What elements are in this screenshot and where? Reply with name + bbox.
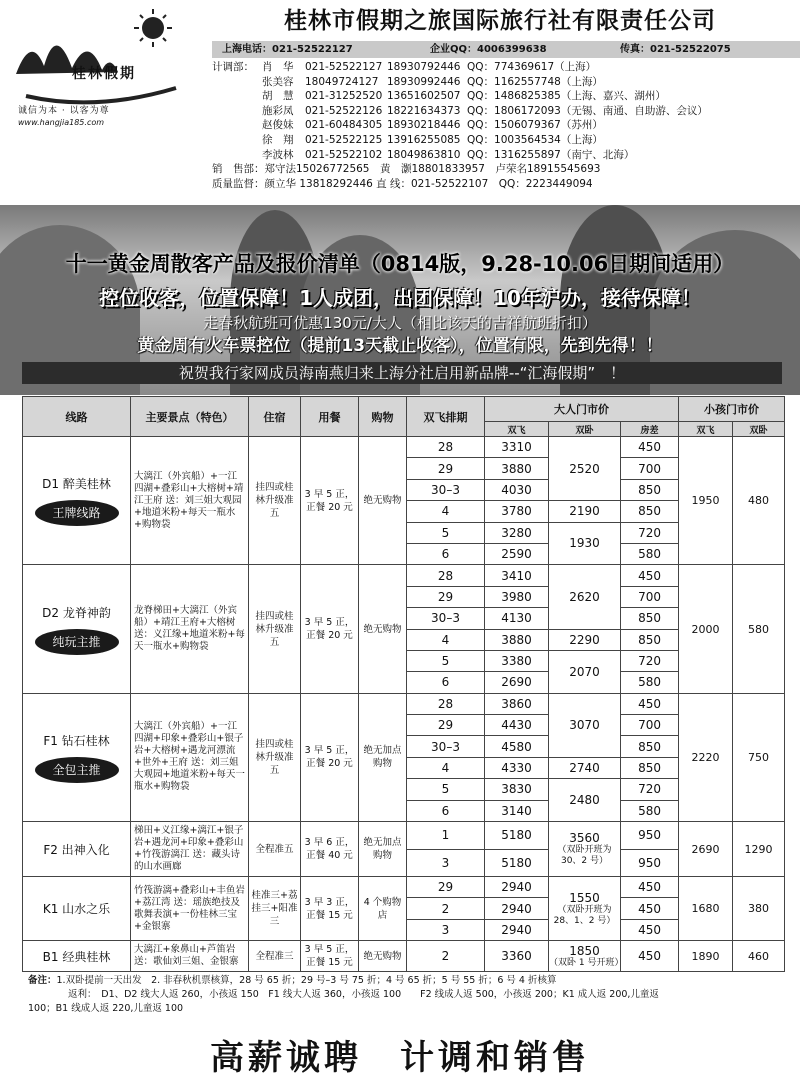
dual-sleeper-price: 1550 [569, 890, 600, 905]
room-diff-price: 450 [621, 693, 679, 714]
schedule-date: 6 [407, 800, 485, 821]
dual-fly-price: 3360 [485, 941, 549, 972]
schedule-date: 6 [407, 543, 485, 564]
schedule-date: 6 [407, 672, 485, 693]
schedule-date: 5 [407, 779, 485, 800]
schedule-date: 28 [407, 693, 485, 714]
route-cell [23, 437, 131, 565]
room-diff-price: 450 [621, 877, 679, 898]
child-sleeper-price: 460 [733, 941, 785, 972]
room-diff-price: 450 [621, 941, 679, 972]
staff-qq: QQ：1162557748（上海） [467, 75, 603, 88]
staff-mobile: 18221634373 [387, 104, 461, 117]
dual-fly-price: 3880 [485, 629, 549, 650]
staff-mobile: 18930218446 [387, 119, 461, 132]
dual-fly-price: 3980 [485, 586, 549, 607]
room-diff-price: 700 [621, 586, 679, 607]
schedule-date: 2 [407, 941, 485, 972]
room-diff-price: 850 [621, 501, 679, 522]
table-row [23, 437, 785, 458]
schedule-date: 4 [407, 629, 485, 650]
room-diff-price: 950 [621, 849, 679, 877]
schedule-date: 29 [407, 715, 485, 736]
staff-role: 计调部： [212, 61, 254, 73]
header-adult-price: 大人门市价 [485, 397, 679, 422]
logo-slogan: 诚信为本 · 以客为尊 [18, 106, 110, 116]
room-diff-price: 450 [621, 919, 679, 940]
sights-cell: 大漓江+象鼻山+芦笛岩 送：歌仙刘三姐、金银寨 [131, 941, 249, 972]
schedule-date: 28 [407, 565, 485, 586]
dual-fly-price: 3830 [485, 779, 549, 800]
schedule-date: 29 [407, 877, 485, 898]
route-badge: 纯玩主推 [35, 629, 119, 655]
dual-sleeper-price: 1850 [569, 943, 600, 958]
staff-phone: 021-60484305 [305, 119, 383, 132]
dual-fly-price: 4580 [485, 736, 549, 757]
route-name: D1 醉美桂林 [42, 477, 111, 492]
schedule-date: 5 [407, 650, 485, 671]
spring-airline-note: 走春秋航班可优惠130元/大人（相比该天的吉祥航班折扣） [203, 314, 597, 332]
staff-phone: 18049724127 [305, 75, 379, 88]
child-fly-price: 2220 [679, 693, 733, 821]
hotel-cell: 全程准五 [249, 822, 301, 877]
header-route: 线路 [23, 397, 131, 437]
schedule-date: 29 [407, 458, 485, 479]
price-table-wrapper [22, 396, 784, 972]
price-table [22, 396, 785, 972]
schedule-date: 30–3 [407, 736, 485, 757]
sub-child-sleeper: 双卧 [733, 422, 785, 437]
route-name: F2 出神入化 [43, 842, 110, 857]
shopping-cell: 4 个购物店 [359, 877, 407, 941]
staff-phone: 021-31252520 [305, 90, 383, 103]
header-sights: 主要景点（特色） [131, 397, 249, 437]
room-diff-price: 720 [621, 522, 679, 543]
dual-fly-price: 4130 [485, 608, 549, 629]
room-diff-price: 450 [621, 565, 679, 586]
company-name: 桂林市假期之旅国际旅行社有限责任公司 [200, 4, 800, 38]
remarks-line-1: 1.双卧提前一天出发 2. 非春秋机票核算，28 号 65 折；29 号–3 号 75 折；4 号 65 折；5 号 55 折；6 号 4 折核算 [56, 975, 557, 986]
sub-dual-sleeper: 双卧 [549, 422, 621, 437]
dual-sleeper-price: 2520 [549, 437, 621, 501]
room-diff-price: 700 [621, 458, 679, 479]
dual-fly-price: 2690 [485, 672, 549, 693]
staff-qq: QQ：1003564534（上海） [467, 133, 603, 146]
meals-cell: 3 早 5 正，正餐 20 元 [301, 693, 359, 821]
quality-line: 质量监督：颜立华 13818292446 直 线：021-52522107 QQ：2223449094 [212, 177, 593, 190]
route-cell [23, 693, 131, 821]
table-row [23, 565, 785, 586]
child-sleeper-price: 1290 [733, 822, 785, 877]
staff-phone: 021-52522102 [305, 148, 383, 161]
dual-fly-price: 4330 [485, 757, 549, 778]
shanghai-phone: 上海电话：021-52522127 [222, 44, 353, 55]
dual-sleeper-cell [549, 822, 621, 877]
room-diff-price: 580 [621, 543, 679, 564]
sights-cell: 大漓江（外宾船）+一江四湖+印象+叠彩山+银子岩+大榕树+遇龙河漂流+世外+王府 送：刘三姐大观园+地道米粉+每天一瓶水+购物袋 [131, 693, 249, 821]
dual-sleeper-price: 2740 [549, 757, 621, 778]
congrats-bar: 祝贺我行家网成员海南燕归来上海分社启用新品牌--“汇海假期” ！ [22, 362, 782, 384]
enterprise-qq: 企业QQ：4006399638 [430, 44, 547, 55]
header-schedule: 双飞排期 [407, 397, 485, 437]
meals-cell: 3 早 5 正，正餐 20 元 [301, 437, 359, 565]
room-diff-price: 720 [621, 650, 679, 671]
dual-sleeper-price: 2070 [549, 650, 621, 693]
website-link[interactable]: www.hangjia185.com [18, 118, 105, 127]
room-diff-price: 850 [621, 629, 679, 650]
schedule-date: 28 [407, 437, 485, 458]
price-table-body [23, 437, 785, 972]
schedule-date: 3 [407, 919, 485, 940]
dual-sleeper-note: （双卧开班为 28、1、2 号） [553, 904, 616, 926]
staff-phone: 021-52522126 [305, 104, 383, 117]
dual-fly-price: 3280 [485, 522, 549, 543]
schedule-date: 4 [407, 501, 485, 522]
room-diff-price: 720 [621, 779, 679, 800]
staff-qq: QQ：1316255897（南宁、北海） [467, 148, 635, 161]
staff-mobile: 18930792446 [387, 61, 461, 73]
dual-fly-price: 4430 [485, 715, 549, 736]
child-sleeper-price: 580 [733, 565, 785, 693]
staff-name: 赵俊妹 [262, 119, 294, 132]
contact-bar [212, 41, 800, 58]
dual-fly-price: 3410 [485, 565, 549, 586]
dual-sleeper-price: 2480 [549, 779, 621, 822]
staff-qq: QQ：774369617（上海） [467, 61, 597, 73]
hotel-cell: 全程准三 [249, 941, 301, 972]
room-diff-price: 850 [621, 736, 679, 757]
schedule-date: 5 [407, 522, 485, 543]
room-diff-price: 950 [621, 822, 679, 850]
shopping-cell: 绝无购物 [359, 437, 407, 565]
hotel-cell: 挂四或桂林升级准五 [249, 565, 301, 693]
staff-name: 肖 华 [262, 61, 294, 73]
table-row [23, 693, 785, 714]
route-cell [23, 565, 131, 693]
route-cell [23, 877, 131, 941]
schedule-date: 4 [407, 757, 485, 778]
dual-fly-price: 3380 [485, 650, 549, 671]
child-fly-price: 2000 [679, 565, 733, 693]
sights-cell: 大漓江（外宾船）+一江四湖+叠彩山+大榕树+靖江王府 送：刘三姐大观园+地道米粉+每天一瓶水+购物袋 [131, 437, 249, 565]
sights-cell: 龙脊梯田+大漓江（外宾船）+靖江王府+大榕树 送：义江缘+地道米粉+每天一瓶水+购物袋 [131, 565, 249, 693]
staff-qq: QQ：1486825385（上海、嘉兴、湖州） [467, 90, 666, 103]
staff-mobile: 18049863810 [387, 148, 461, 161]
route-cell [23, 822, 131, 877]
meals-cell: 3 早 5 正，正餐 20 元 [301, 565, 359, 693]
hotel-cell: 挂四或桂林升级准五 [249, 437, 301, 565]
guarantee-slogan: 控位收客，位置保障！1人成团，出团保障！10年沪办，接待保障！ [99, 286, 701, 310]
dual-fly-price: 5180 [485, 849, 549, 877]
room-diff-price: 850 [621, 757, 679, 778]
sights-cell: 梯田+义江缘+漓江+银子岩+遇龙河+印象+叠彩山+竹筏游漓江 送：藏头诗的山水画廊 [131, 822, 249, 877]
header-child-price: 小孩门市价 [679, 397, 785, 422]
child-fly-price: 1890 [679, 941, 733, 972]
dual-fly-price: 3780 [485, 501, 549, 522]
staff-phone: 021-52522127 [305, 61, 383, 73]
schedule-date: 1 [407, 822, 485, 850]
dual-fly-price: 2940 [485, 919, 549, 940]
staff-qq: QQ：1806172093（无锡、南通、自助游、会议） [467, 104, 708, 117]
train-ticket-note: 黄金周有火车票控位（提前13天截止收客），位置有限，先到先得！！ [137, 336, 663, 356]
child-sleeper-price: 380 [733, 877, 785, 941]
dual-fly-price: 3310 [485, 437, 549, 458]
shopping-cell: 绝无购物 [359, 941, 407, 972]
staff-qq: QQ：1506079367（苏州） [467, 119, 603, 132]
dual-sleeper-price: 2190 [549, 501, 621, 522]
route-name: D2 龙脊神韵 [42, 605, 111, 620]
shopping-cell: 绝无加点购物 [359, 693, 407, 821]
meals-cell: 3 早 6 正，正餐 40 元 [301, 822, 359, 877]
recruit-banner: 高薪诚聘 计调和销售 [210, 1038, 590, 1078]
meals-cell: 3 早 5 正，正餐 15 元 [301, 941, 359, 972]
dual-sleeper-note: （双卧 1 号开班） [549, 957, 624, 968]
table-row [23, 822, 785, 850]
sub-room-diff: 房差 [621, 422, 679, 437]
schedule-date: 2 [407, 898, 485, 919]
child-sleeper-price: 480 [733, 437, 785, 565]
schedule-date: 30–3 [407, 608, 485, 629]
dual-sleeper-cell [549, 877, 621, 941]
dual-sleeper-price: 2620 [549, 565, 621, 629]
route-badge: 全包主推 [35, 757, 119, 783]
room-diff-price: 700 [621, 715, 679, 736]
header-meals: 用餐 [301, 397, 359, 437]
main-title: 十一黄金周散客产品及报价清单（0814版，9.28-10.06日期间适用） [65, 252, 735, 276]
staff-mobile: 13651602507 [387, 90, 461, 103]
route-badge: 王牌线路 [35, 500, 119, 526]
route-name: K1 山水之乐 [42, 902, 111, 917]
hotel-cell: 桂准三+荔挂三+阳准三 [249, 877, 301, 941]
hotel-cell: 挂四或桂林升级准五 [249, 693, 301, 821]
schedule-date: 29 [407, 586, 485, 607]
shopping-cell: 绝无加点购物 [359, 822, 407, 877]
staff-name: 徐 翔 [262, 133, 294, 146]
schedule-date: 3 [407, 849, 485, 877]
dual-fly-price: 4030 [485, 479, 549, 500]
remarks [28, 974, 780, 1016]
dual-fly-price: 3880 [485, 458, 549, 479]
child-sleeper-price: 750 [733, 693, 785, 821]
dual-sleeper-price: 1930 [549, 522, 621, 565]
dual-fly-price: 2940 [485, 877, 549, 898]
dual-fly-price: 2590 [485, 543, 549, 564]
sights-cell: 竹筏游漓+叠彩山+丰鱼岩+荔江湾 送：瑶族绝技及歌舞表演+一份桂林三宝+金银寨 [131, 877, 249, 941]
staff-name: 胡 慧 [262, 90, 294, 103]
dual-sleeper-price: 2290 [549, 629, 621, 650]
logo-text: 桂林假期 [72, 66, 136, 82]
staff-name: 施彩凤 [262, 104, 294, 117]
dual-fly-price: 2940 [485, 898, 549, 919]
room-diff-price: 850 [621, 479, 679, 500]
dual-fly-price: 3140 [485, 800, 549, 821]
remarks-line-3: 100；B1 线成人返 220,儿童返 100 [28, 1003, 184, 1014]
sub-dual-fly: 双飞 [485, 422, 549, 437]
fax: 传真：021-52522075 [620, 44, 731, 55]
staff-phone: 021-52522125 [305, 133, 383, 146]
header-shopping: 购物 [359, 397, 407, 437]
route-cell [23, 941, 131, 972]
room-diff-price: 850 [621, 608, 679, 629]
remarks-line-2: 返利： D1、D2 线大人返 260，小孩返 150 F1 线大人返 360，小孩返 100 F2 线成人返 500，小孩返 200；K1 成人返 200,儿童返 [68, 989, 659, 1000]
header-hotel: 住宿 [249, 397, 301, 437]
child-fly-price: 1680 [679, 877, 733, 941]
room-diff-price: 450 [621, 437, 679, 458]
sales-line: 销 售部：郑守法15026772565 黄 灏18801833957 卢荣名18915545693 [212, 163, 601, 176]
room-diff-price: 580 [621, 672, 679, 693]
dual-sleeper-cell [549, 941, 624, 972]
meals-cell: 3 早 3 正，正餐 15 元 [301, 877, 359, 941]
dual-sleeper-price: 3560 [569, 831, 600, 846]
staff-name: 李波林 [262, 148, 294, 161]
header [0, 0, 800, 205]
sub-child-fly: 双飞 [679, 422, 733, 437]
route-name: F1 钻石桂林 [43, 733, 110, 748]
staff-mobile: 13916255085 [387, 133, 461, 146]
room-diff-price: 580 [621, 800, 679, 821]
dual-sleeper-note: （双卧开班为 30、2 号） [557, 845, 612, 867]
table-row [23, 877, 785, 898]
room-diff-price: 450 [621, 898, 679, 919]
route-name: B1 经典桂林 [42, 949, 111, 964]
child-fly-price: 1950 [679, 437, 733, 565]
table-row [23, 941, 785, 972]
remarks-label: 备注： [28, 975, 57, 986]
dual-fly-price: 3860 [485, 693, 549, 714]
staff-mobile: 18930992446 [387, 75, 461, 88]
shopping-cell: 绝无购物 [359, 565, 407, 693]
staff-name: 张美容 [262, 75, 294, 88]
dual-fly-price: 5180 [485, 822, 549, 850]
schedule-date: 30–3 [407, 479, 485, 500]
child-fly-price: 2690 [679, 822, 733, 877]
dual-sleeper-price: 3070 [549, 693, 621, 757]
